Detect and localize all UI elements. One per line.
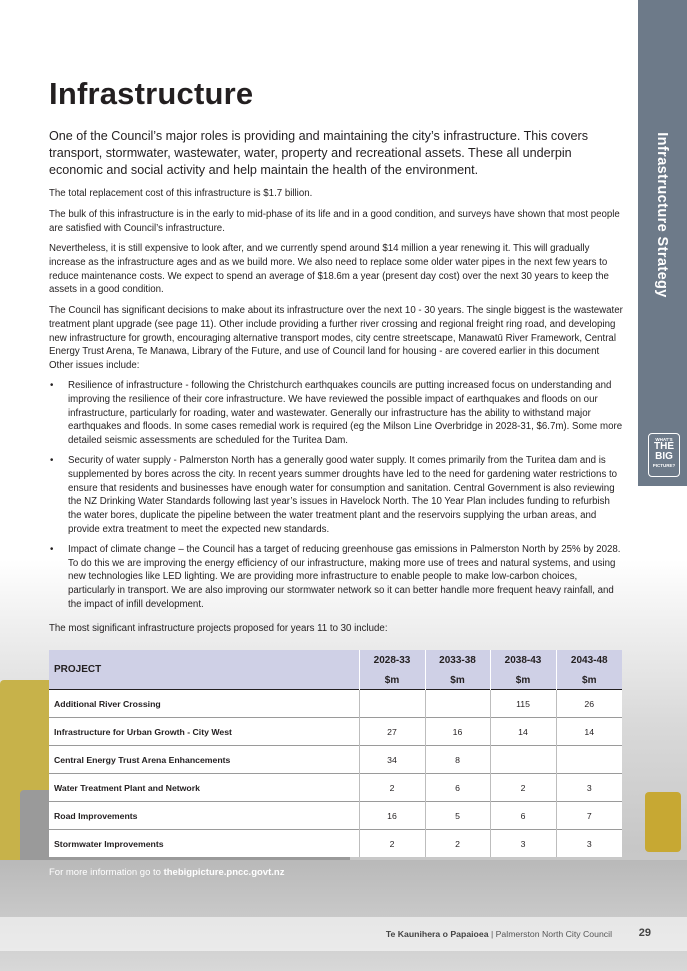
project-name: Central Energy Trust Arena Enhancements <box>49 746 359 774</box>
more-info-link[interactable]: thebigpicture.pncc.govt.nz <box>163 867 285 878</box>
projects-table <box>49 650 622 857</box>
issue-text: Resilience of infrastructure - following the Christchurch earthquakes councils are putting increased focus on understanding and improving the resilience of their core infrastructure. We have reviewed the possible impact of earthquakes and floods on our infrastructure, particularly for roading, water and wastewater. Generally our infrastructure has the ability to withstand major earthquakes and floods. In some cases remedial work is required (eg the Milson Line Overbridge in 2028-31, $6.7m). Some more detailed seismic assessments are scheduled for the Turitea Dam. <box>68 380 623 447</box>
project-name: Stormwater Improvements <box>49 830 359 858</box>
logo-line-3: BIG <box>655 451 673 462</box>
cell-value: 6 <box>490 802 556 830</box>
paragraph-condition: The bulk of this infrastructure is in the early to mid-phase of its life and in a good condition, and surveys have shown that most people are satisfied with Council’s infrastructure. <box>49 209 620 234</box>
paragraph-decisions: The Council has significant decisions to make about its infrastructure over the next 10 - 30 years. The single biggest is the wastewater treatment plant upgrade (see page 11). Other include providing a further river crossing and regional freight ring road, and developing new infrastructure for growth, encouraging alternative transport modes, city centre streetscape, Manawatū River Framework, Central Energy Trust Arena, Te Manawa, Library of the Future, and use of Council land for housing - are covered earlier in this document Other issues include: <box>49 305 623 372</box>
cell-value: 5 <box>425 802 490 830</box>
footer-council-text <box>386 929 612 939</box>
page-title: Infrastructure <box>49 76 254 111</box>
cell-value: 16 <box>425 718 490 746</box>
project-name: Water Treatment Plant and Network <box>49 774 359 802</box>
footer-council-name: Palmerston North City Council <box>495 929 612 939</box>
header-unit: $m <box>556 671 622 690</box>
bullet-marker: • <box>50 380 54 391</box>
header-year: 2043-48 <box>556 650 622 671</box>
logo-line-1: WHAT'S <box>655 437 673 442</box>
side-tab-label: Infrastructure Strategy <box>654 132 670 298</box>
more-info-prefix: For more information go to <box>49 867 164 878</box>
cell-value: 2 <box>359 774 425 802</box>
header-year: 2028-33 <box>359 650 425 671</box>
footer-separator: | <box>490 929 494 939</box>
page-number: 29 <box>638 927 651 939</box>
page-footer <box>0 917 687 951</box>
header-unit: $m <box>359 671 425 690</box>
header-year: 2033-38 <box>425 650 490 671</box>
cell-value: 7 <box>556 802 622 830</box>
header-unit: $m <box>490 671 556 690</box>
cell-value: 8 <box>425 746 490 774</box>
cell-value <box>490 746 556 774</box>
issue-text: Impact of climate change – the Council has a target of reducing greenhouse gas emissions in Palmerston North by 25% by 2028. To do this we are improving the energy efficiency of our infrastructure, making more use of trees and natural systems, and using new technologies like LED lighting. We are providing more infrastructure to enable people to make low-carbon choices, particularly in transport. We are also improving our stormwater network so it can better handle more frequent heavy rainfall, and the impact of infill development. <box>68 543 621 610</box>
logo-line-4: PICTURE? <box>652 463 676 468</box>
cell-value: 3 <box>490 830 556 858</box>
cell-value: 27 <box>359 718 425 746</box>
table-row <box>49 830 622 858</box>
header-year: 2038-43 <box>490 650 556 671</box>
issue-text: Security of water supply - Palmerston North has a generally good water supply. It comes primarily from the Turitea dam and is supplemented by bores across the city. In recent years summer droughts have led to the need for gardening water restrictions to ensure that residents and businesses have enough water for consumption and sanitation. Central Government is also reviewing the NZ Drinking Water Standards following last year’s issues in Havelock North. The 10 Year Plan includes funding to refurbish the water bores, duplicate the pipeline between the water treatment plant and the reservoirs supplying the urban areas, and provide extra treatment to meet the expected new standards. <box>68 454 618 535</box>
cell-value: 115 <box>490 690 556 718</box>
cell-value: 34 <box>359 746 425 774</box>
lead-paragraph: One of the Council’s major roles is providing and maintaining the city’s infrastructure. This covers transport, stormwater, wastewater, water, property and recreational assets. These all underpin economic and social activity and help maintain the health of the environment. <box>49 129 588 177</box>
cell-value <box>359 690 425 718</box>
footer-maori-name: Te Kaunihera o Papaioea <box>385 929 489 939</box>
cell-value: 3 <box>556 830 622 858</box>
project-name: Infrastructure for Urban Growth - City West <box>49 718 359 746</box>
paragraph-total-cost: The total replacement cost of this infrastructure is $1.7 billion. <box>49 188 313 199</box>
header-unit: $m <box>425 671 490 690</box>
issues-list <box>49 379 623 618</box>
cell-value: 3 <box>556 774 622 802</box>
paragraph-expense: Nevertheless, it is still expensive to look after, and we currently spend around $14 million a year renewing it. This will gradually increase as the infrastructure ages and as we build more. We also need to replace some older water pipes in the next few years to reduce maintenance costs. We expect to spend an average of $18.6m a year (present day cost) over the next 30 years to keep the assets in a good condition. <box>49 243 609 296</box>
more-info-line <box>49 867 284 878</box>
table-intro: The most significant infrastructure projects proposed for years 11 to 30 include: <box>49 623 388 634</box>
table-row <box>49 802 622 830</box>
side-section-tab <box>638 0 687 486</box>
table-row <box>49 746 622 774</box>
table-row <box>49 718 622 746</box>
project-name: Additional River Crossing <box>49 690 359 718</box>
table-row <box>49 774 622 802</box>
table-row <box>49 690 622 718</box>
cell-value: 2 <box>359 830 425 858</box>
cell-value <box>425 690 490 718</box>
bullet-marker: • <box>50 454 54 466</box>
truck-shape-right <box>645 792 681 852</box>
issue-water-supply <box>49 454 623 537</box>
cell-value: 2 <box>425 830 490 858</box>
issue-resilience <box>49 379 623 448</box>
cell-value: 16 <box>359 802 425 830</box>
header-project: PROJECT <box>49 650 359 690</box>
big-picture-logo <box>648 433 680 477</box>
bullet-marker: • <box>50 543 54 555</box>
cell-value: 26 <box>556 690 622 718</box>
project-name: Road Improvements <box>49 802 359 830</box>
cell-value <box>556 746 622 774</box>
cell-value: 6 <box>425 774 490 802</box>
cell-value: 14 <box>490 718 556 746</box>
issue-climate-change <box>49 543 623 612</box>
cell-value: 2 <box>490 774 556 802</box>
logo-line-2: THE <box>654 441 674 452</box>
cell-value: 14 <box>556 718 622 746</box>
